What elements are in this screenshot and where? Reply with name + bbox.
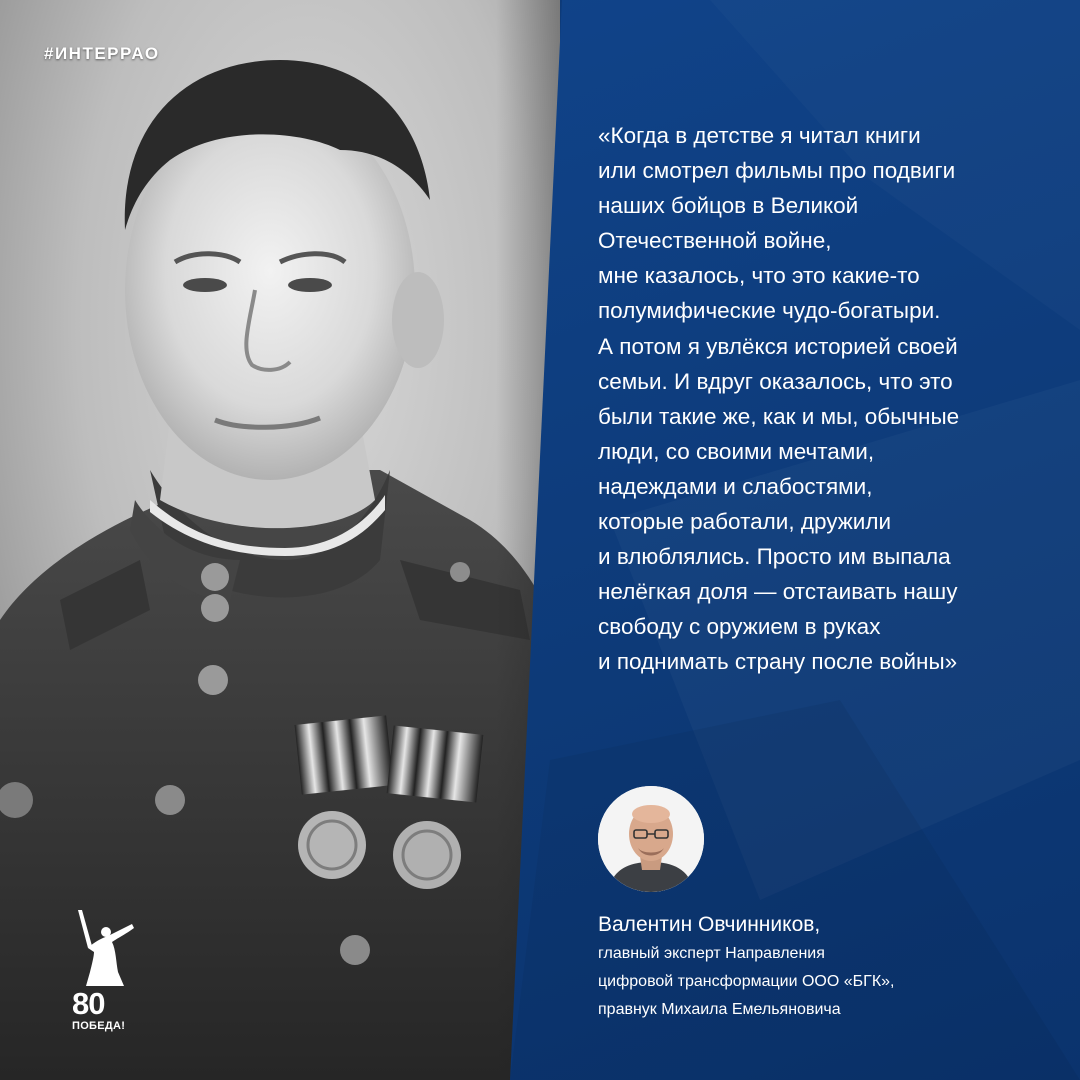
quote-line: полумифические чудо-богатыри.: [598, 298, 941, 324]
author-role-line: главный эксперт Направления: [598, 945, 825, 962]
quote-line: мне казалось, что это какие-то: [598, 263, 920, 289]
quote-line: люди, со своими мечтами,: [598, 438, 875, 464]
motherland-statue-icon: [72, 906, 142, 988]
author-avatar: [598, 786, 704, 892]
quote-text: [598, 118, 1048, 680]
author-role-line: цифровой трансформации ООО «БГК»,: [598, 973, 895, 990]
quote-line: были такие же, как и мы, обычные: [598, 403, 960, 429]
quote-line: Отечественной войне,: [598, 228, 832, 254]
logo-word: ПОБЕДА!: [72, 1020, 126, 1032]
author-role-line: правнук Михаила Емельяновича: [598, 1001, 841, 1018]
victory-80-logo: [72, 906, 142, 1036]
quote-line: надеждами и слабостями,: [598, 473, 873, 499]
quote-line: которые работали, дружили: [598, 509, 892, 535]
author-caption: [598, 910, 894, 1024]
quote-line: и поднимать страну после войны»: [598, 649, 958, 675]
quote-line: и влюблялись. Просто им выпала: [598, 544, 951, 570]
author-name: Валентин Овчинников,: [598, 913, 821, 936]
quote-line: нелёгкая доля — отстаивать нашу: [598, 579, 958, 605]
quote-line: «Когда в детстве я читал книги: [598, 123, 921, 148]
logo-number: 80: [72, 986, 105, 1021]
hashtag-label: #ИНТЕРРАО: [44, 44, 160, 63]
quote-line: наших бойцов в Великой: [598, 193, 859, 219]
quote-line: свободу с оружием в руках: [598, 614, 881, 640]
author-photo: [598, 786, 704, 892]
quote-line: А потом я увлёкся историей своей: [598, 333, 958, 359]
quote-line: семьи. И вдруг оказалось, что это: [598, 368, 953, 394]
quote-line: или смотрел фильмы про подвиги: [598, 158, 956, 184]
